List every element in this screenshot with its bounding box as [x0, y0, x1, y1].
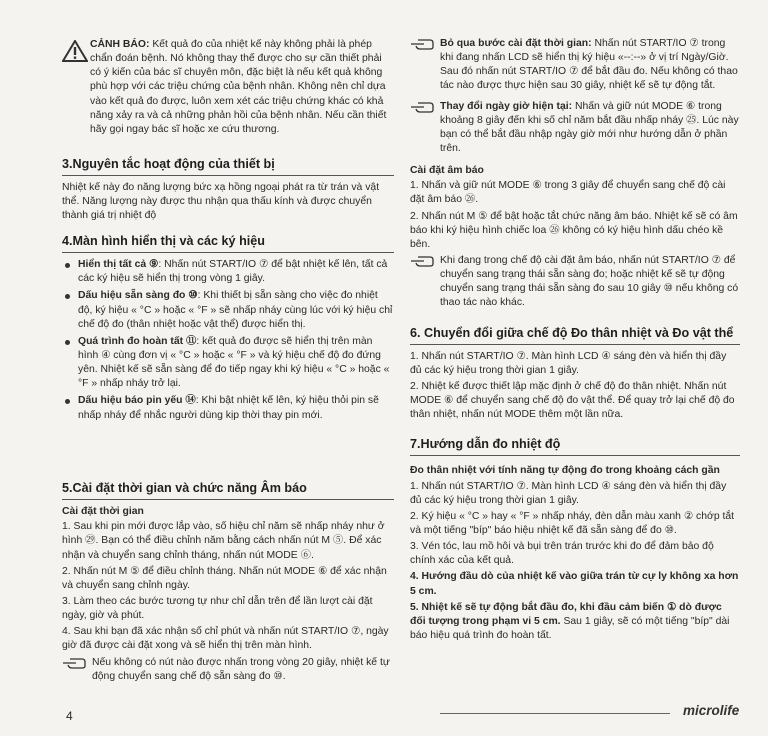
warning-triangle-icon [62, 40, 90, 137]
hand-pointer-icon [410, 254, 440, 311]
time-note [62, 656, 394, 684]
beep-step: 1. Nhấn và giữ nút MODE ⑥ trong 3 giây để chuyển sang chế độ cài đặt âm báo ㉖. [410, 180, 726, 206]
section-4-title: 4.Màn hình hiển thị và các ký hiệu [62, 233, 394, 253]
section-3-body: Nhiệt kế này đo năng lượng bức xạ hồng ngoại phát ra từ trán và vật thể. Năng lượng này được thu nhận qua thấu kính và được chuyển thành giá trị nhiệt độ [62, 182, 380, 222]
right-column [410, 36, 740, 645]
item-label: Quá trình đo hoàn tất ⑪ [78, 335, 197, 347]
item-label: Hiển thị tất cả ⑨ [78, 259, 159, 271]
mode-step: 2. Nhiệt kế được thiết lập mặc định ở chế độ đo thân nhiệt. Nhấn nút MODE ⑥ để chuyển sang chế độ đo vật thể. Để quay trở lại chế độ đo thân nhiệt, nhấn nút MODE thêm một lần nữa. [410, 380, 735, 421]
beep-step: 2. Nhấn nút M ⑤ để bật hoặc tắt chức năng âm báo. Nhiệt kế sẽ có âm báo khi ký hiệu hình chiếc loa ㉖ không có ký hiệu hình dấu chéo kề bên. [410, 210, 738, 250]
note-text [440, 100, 740, 157]
symbol-list [62, 258, 394, 423]
step-text: Sau 1 giây, sẽ có một tiếng "bíp" dài báo hiệu quá trình đo hoàn tất. [410, 615, 730, 642]
note-label: Bỏ qua bước cài đặt thời gian: [440, 38, 592, 49]
beep-title: Cài đặt âm báo [410, 165, 484, 177]
measure-step [410, 601, 740, 643]
warning-label: CẢNH BÁO: [90, 39, 150, 50]
item-text: : Nhấn nút START/IO ⑦ để bật nhiệt kế lên, tất cả các ký hiệu sẽ hiển thị trong vòng 1 giây. [78, 259, 388, 285]
mode-step: 1. Nhấn nút START/IO ⑦. Màn hình LCD ④ sáng đèn và hiển thị đầy đủ các ký hiệu trong thời gian 1 giây. [410, 350, 727, 376]
measure-step: 1. Nhấn nút START/IO ⑦. Màn hình LCD ④ sáng đèn và hiển thị đầy đủ các ký hiệu trong thời gian 1 giây. [410, 480, 727, 506]
list-item [62, 258, 394, 286]
section-5 [62, 480, 394, 684]
section-5-title: 5.Cài đặt thời gian và chức năng Âm báo [62, 480, 394, 500]
footer-rule [440, 713, 670, 714]
warning-text [90, 38, 394, 137]
measure-step: 3. Vén tóc, lau mồ hôi và bụi trên trán trước khi đo để đảm bảo độ chính xác của kết quả. [410, 541, 714, 567]
list-item [62, 335, 394, 392]
brand-logo: microlife [683, 703, 740, 718]
skip-time-note [410, 37, 740, 94]
hand-pointer-icon [410, 100, 440, 157]
hand-pointer-icon [410, 37, 440, 94]
measure-step: 2. Ký hiệu « °C » hay « °F » nhấp nháy, đèn dẫn màu xanh ② chớp tắt và một tiếng "bíp" báo hiệu nhiệt kế đã sẵn sàng để đo ⑩. [410, 510, 735, 537]
change-time-note [410, 100, 740, 157]
section-3 [62, 156, 394, 224]
time-step: 2. Nhấn nút M ⑤ để điều chỉnh tháng. Nhấn nút MODE ⑥ để xác nhận và chuyển sang chỉnh ngày. [62, 565, 387, 591]
list-item [62, 394, 394, 422]
section-7-subtitle: Đo thân nhiệt với tính năng tự động đo trong khoảng cách gần [410, 465, 720, 477]
hand-pointer-icon [62, 656, 92, 684]
section-5-subtitle: Cài đặt thời gian [62, 506, 144, 518]
list-item [62, 289, 394, 331]
time-step: 4. Sau khi bạn đã xác nhận số chỉ phút và nhấn nút START/IO ⑦, ngày giờ đã được cài đặt xong và sẽ hiển thị trên màn hình. [62, 626, 389, 652]
note-body: Nhấn nút START/IO ⑦ trong khi đang nhấn LCD sẽ hiển thị ký hiệu «--:--» ở vị trí Ngày/Giờ. Sau đó nhấn nút START/IO ⑦ để bắt đầu đo. Nếu không có thao tác nào được thực hiện sau 30 giây, nhiệt kế sẽ tự động tắt. [440, 38, 738, 92]
measure-step: 4. Hướng đầu dò của nhiệt kế vào giữa trán từ cự ly không xa hơn 5 cm. [410, 571, 739, 597]
note-text [440, 37, 740, 94]
note-text: Nếu không có nút nào được nhấn trong vòng 20 giây, nhiệt kế tự động chuyển sang chế độ sẵn sàng đo ⑩. [92, 656, 390, 682]
item-label: Dấu hiệu báo pin yếu ⑭ [78, 395, 196, 407]
note-text: Khi đang trong chế độ cài đặt âm báo, nhấn nút START/IO ⑦ để chuyển sang trạng thái sẵn sàng đo; hoặc nhiệt kế sẽ tự động chuyển sang trạng thái sẵn sàng đo sau 10 giây ⑩ nếu không có thao tác nào khác. [440, 254, 739, 309]
time-step: 3. Làm theo các bước tương tự như chỉ dẫn trên để lần lượt cài đặt ngày, giờ và phút. [62, 595, 373, 622]
beep-note [410, 254, 740, 311]
step-bold: 5. Nhiệt kế sẽ tự động bắt đầu đo, khi đầu cảm biến ① dò được đối tượng trong phạm vi 5 cm. [410, 601, 722, 627]
item-label: Dấu hiệu sẵn sàng đo ⑩ [78, 290, 198, 302]
warning-body: Kết quả đo của nhiệt kế này không phải là phép chẩn đoán bệnh. Nó không thay thế được cho sự cần thiết phải có ý kiến của bác sĩ chuyên môn, đặc biệt là nếu kết quả không phù hợp với các triệu chứng của bệnh nhân. Không nên chỉ dựa vào kết quả đo được, luôn xem xét các triệu chứng khác có khả năng xảy ra và cả những phản hồi của bệnh nhân. Nếu cần thiết hãy gọi ngay bác sĩ hoặc xe cứu thương. [90, 39, 387, 135]
time-step: 1. Sau khi pin mới được lắp vào, số hiệu chỉ năm sẽ nhấp nháy như ở hình ㉙. Bạn có thể điều chỉnh năm bằng cách nhấn nút M ⑤. Để xác nhận và chuyển sang chỉnh tháng, nhấn nút MODE ⑥. [62, 521, 385, 561]
section-7-title: 7.Hướng dẫn đo nhiệt độ [410, 436, 740, 456]
item-text: : kết quả đo được sẽ hiển thị trên màn hình ④ cùng đơn vị « °C » hoặc « °F » và ký hiệu chế độ đo đứng yên. Nhiệt kế sẽ sẵn sàng để đo tiếp ngay khi ký hiệu « °C » hoặc « °F » nhấp nháy trở lại. [78, 335, 390, 390]
page-number: 4 [66, 709, 73, 723]
warning-block [62, 38, 394, 137]
section-6-title: 6. Chuyển đổi giữa chế độ Đo thân nhiệt và Đo vật thể [410, 325, 740, 345]
item-text: : Khi bật nhiệt kế lên, ký hiệu thỏi pin sẽ nhấp nháy để nhắc người dùng kịp thời thay pin mới. [78, 395, 379, 421]
section-3-title: 3.Nguyên tắc hoạt động của thiết bị [62, 156, 394, 176]
item-text: : Khi thiết bị sẵn sàng cho việc đo nhiệt độ, ký hiệu « °C » hoặc « °F » sẽ nhấp nháy cùng lúc với ký hiệu chỉ chế độ đo (thân nhiệt hoặc vật thể) được hiển thị. [78, 290, 393, 330]
section-4 [62, 233, 394, 426]
note-label: Thay đổi ngày giờ hiện tại: [440, 100, 573, 112]
note-body: Nhấn và giữ nút MODE ⑥ trong khoảng 8 giây đến khi số chỉ năm bắt đầu nhấp nháy ㉕. Lúc này bạn có thể bắt đầu nhập ngày giờ mới như hướng dẫn ở phần trên. [440, 100, 739, 154]
